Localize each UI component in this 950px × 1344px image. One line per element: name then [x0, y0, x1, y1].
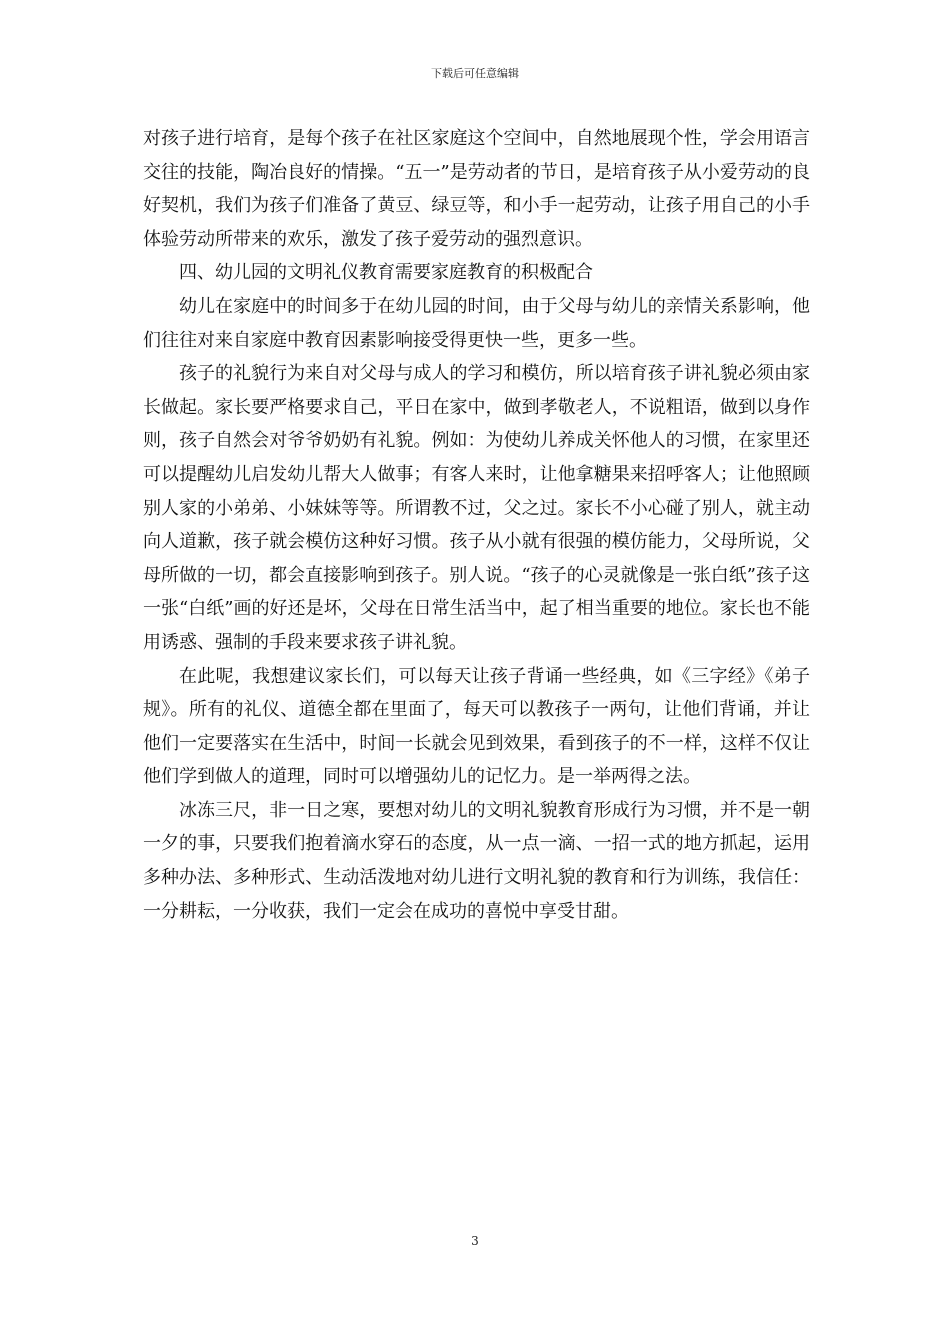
section-heading: 四、幼儿园的文明礼仪教育需要家庭教育的积极配合	[179, 262, 593, 284]
paragraph: 孩子的礼貌行为来自对父母与成人的学习和模仿，所以培育孩子讲礼貌必须由家长做起。家长要严格要求自己，平日在家中，做到孝敬老人，不说粗语，做到以身作则，孩子自然会对爷爷奶奶有礼貌。例如：为使幼儿养成关怀他人的习惯，在家里还可以提醒幼儿启发幼儿帮大人做事；有客人来时，让他拿糖果来招呼客人；让他照顾别人家的小弟弟、小妹妹等等。所谓教不过，父之过。家长不小心碰了别人，就主动向人道歉，孩子就会模仿这种好习惯。孩子从小就有很强的模仿能力，父母所说，父母所做的一切，都会直接影响到孩子。别人说。“孩子的心灵就像是一张白纸”孩子这一张“白纸”画的好还是坏，父母在日常生活当中，起了相当重要的地位。家长也不能用诱惑、强制的手段来要求孩子讲礼貌。	[143, 363, 810, 653]
page-header: 下载后可任意编辑	[431, 67, 519, 80]
paragraph: 在此呢，我想建议家长们，可以每天让孩子背诵一些经典，如《三字经》《弟子规》。所有的礼仪、道德全都在里面了，每天可以教孩子一两句，让他们背诵，并让他们一定要落实在生活中，时间一长就会见到效果，看到孩子的不一样，这样不仅让他们学到做人的道理，同时可以增强幼儿的记忆力。是一举两得之法。	[143, 665, 810, 788]
paragraph-continuation: 对孩子进行培育，是每个孩子在社区家庭这个空间中，自然地展现个性，学会用语言交往的技能，陶冶良好的情操。“五一”是劳动者的节日，是培育孩子从小爱劳动的良好契机，我们为孩子们准备了黄豆、绿豆等，和小手一起劳动，让孩子用自己的小手体验劳动所带来的欢乐，激发了孩子爱劳动的强烈意识。	[143, 128, 810, 250]
document-body	[143, 122, 810, 928]
paragraph: 幼儿在家庭中的时间多于在幼儿园的时间，由于父母与幼儿的亲情关系影响，他们往往对来自家庭中教育因素影响接受得更快一些，更多一些。	[143, 295, 810, 351]
page-number: 3	[471, 1234, 479, 1248]
paragraph: 冰冻三尺，非一日之寒，要想对幼儿的文明礼貌教育形成行为习惯，并不是一朝一夕的事，只要我们抱着滴水穿石的态度，从一点一滴、一招一式的地方抓起，运用多种办法、多种形式、生动活泼地对幼儿进行文明礼貌的教育和行为训练，我信任：一分耕耘，一分收获，我们一定会在成功的喜悦中享受甘甜。	[143, 799, 810, 922]
